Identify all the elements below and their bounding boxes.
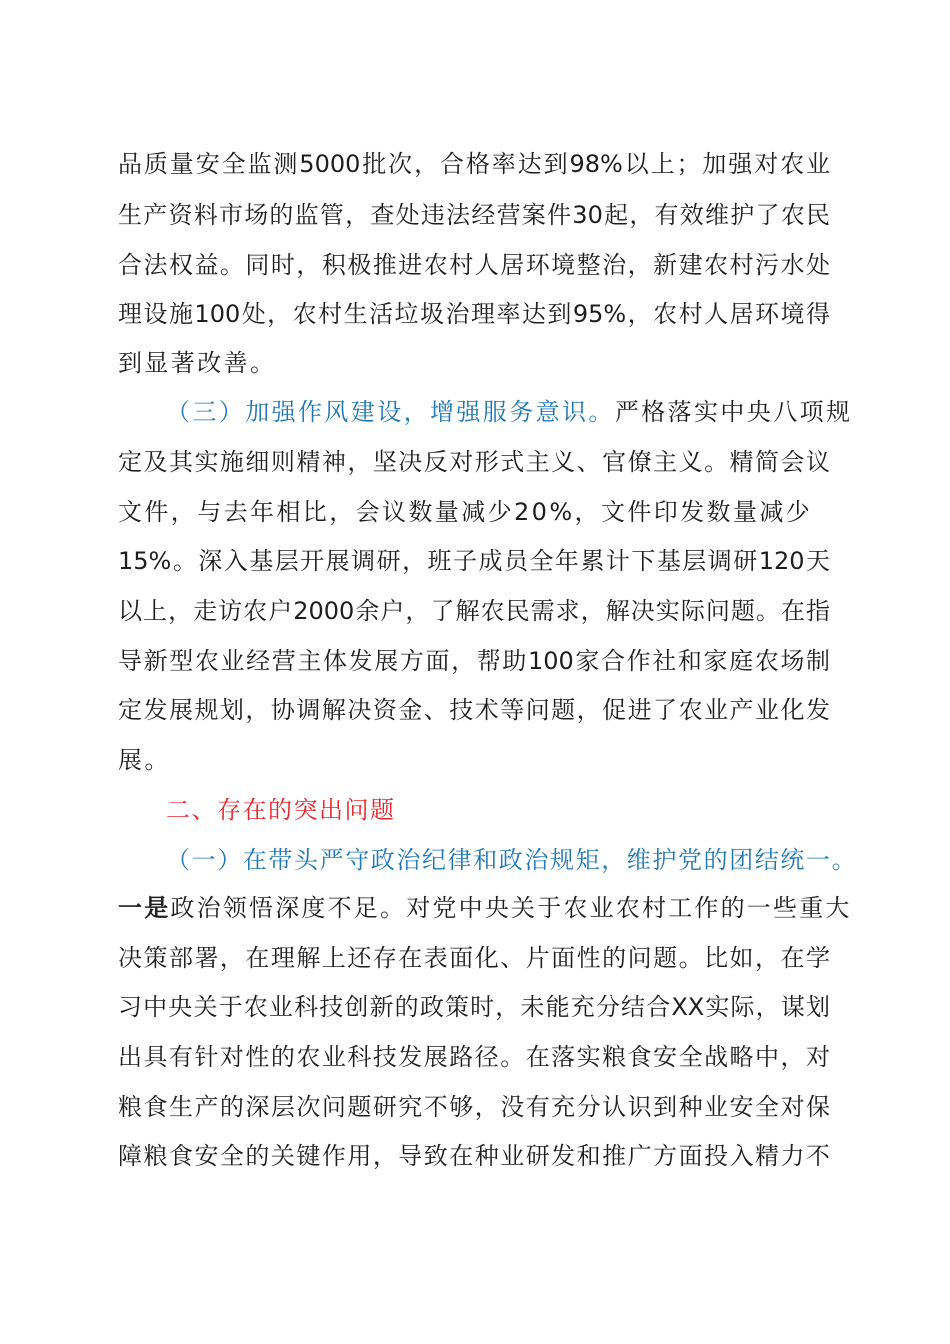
paragraph-text: 政治领悟深度不足。对党中央关于农业农村工作的一些重大 xyxy=(170,894,852,922)
lead-phrase: 一是 xyxy=(118,894,171,922)
paragraph-first-line xyxy=(166,388,853,436)
paragraph-line: 以上，走访农户2000余户，了解农民需求，解决实际问题。在指 xyxy=(118,597,830,625)
paragraph-line: 障粮食安全的关键作用，导致在种业研发和推广方面投入精力不 xyxy=(118,1142,830,1170)
paragraph-line: 导新型农业经营主体发展方面，帮助100家合作社和家庭农场制 xyxy=(118,647,830,675)
paragraph-line: 到显著改善。 xyxy=(118,349,277,377)
paragraph-line: 15%。深入基层开展调研，班子成员全年累计下基层调研120天 xyxy=(118,547,830,575)
paragraph-line: 粮食生产的深层次问题研究不够，没有充分认识到种业安全对保 xyxy=(118,1093,830,1121)
paragraph-line: 展。 xyxy=(118,746,171,774)
paragraph-line: 习中央关于农业科技创新的政策时，未能充分结合XX实际，谋划 xyxy=(118,993,830,1021)
section-heading: 二、存在的突出问题 xyxy=(166,796,396,824)
paragraph-line: 生产资料市场的监管，查处违法经营案件30起，有效维护了农民 xyxy=(118,201,830,229)
paragraph-line: 决策部署，在理解上还存在表面化、片面性的问题。比如，在学 xyxy=(118,944,830,972)
paragraph-line: 定发展规划，协调解决资金、技术等问题，促进了农业产业化发 xyxy=(118,696,830,724)
paragraph-line: 定及其实施细则精神，坚决反对形式主义、官僚主义。精简会议 xyxy=(118,448,830,476)
paragraph-first-line xyxy=(118,884,852,932)
paragraph-text: 严格落实中央八项规 xyxy=(614,398,853,426)
subheading: （三）加强作风建设，增强服务意识。 xyxy=(166,398,615,426)
subheading: （一）在带头严守政治纪律和政治规矩，维护党的团结统一。 xyxy=(166,846,858,874)
paragraph-line: 理设施100处，农村生活垃圾治理率达到95%，农村人居环境得 xyxy=(118,300,830,328)
paragraph-line: 出具有针对性的农业科技发展路径。在落实粮食安全战略中，对 xyxy=(118,1043,830,1071)
paragraph-line: 文件，与去年相比，会议数量减少20%，文件印发数量减少 xyxy=(118,498,813,526)
paragraph-line: 品质量安全监测5000批次，合格率达到98%以上；加强对农业 xyxy=(118,150,830,178)
paragraph-line: 合法权益。同时，积极推进农村人居环境整治，新建农村污水处 xyxy=(118,251,830,279)
